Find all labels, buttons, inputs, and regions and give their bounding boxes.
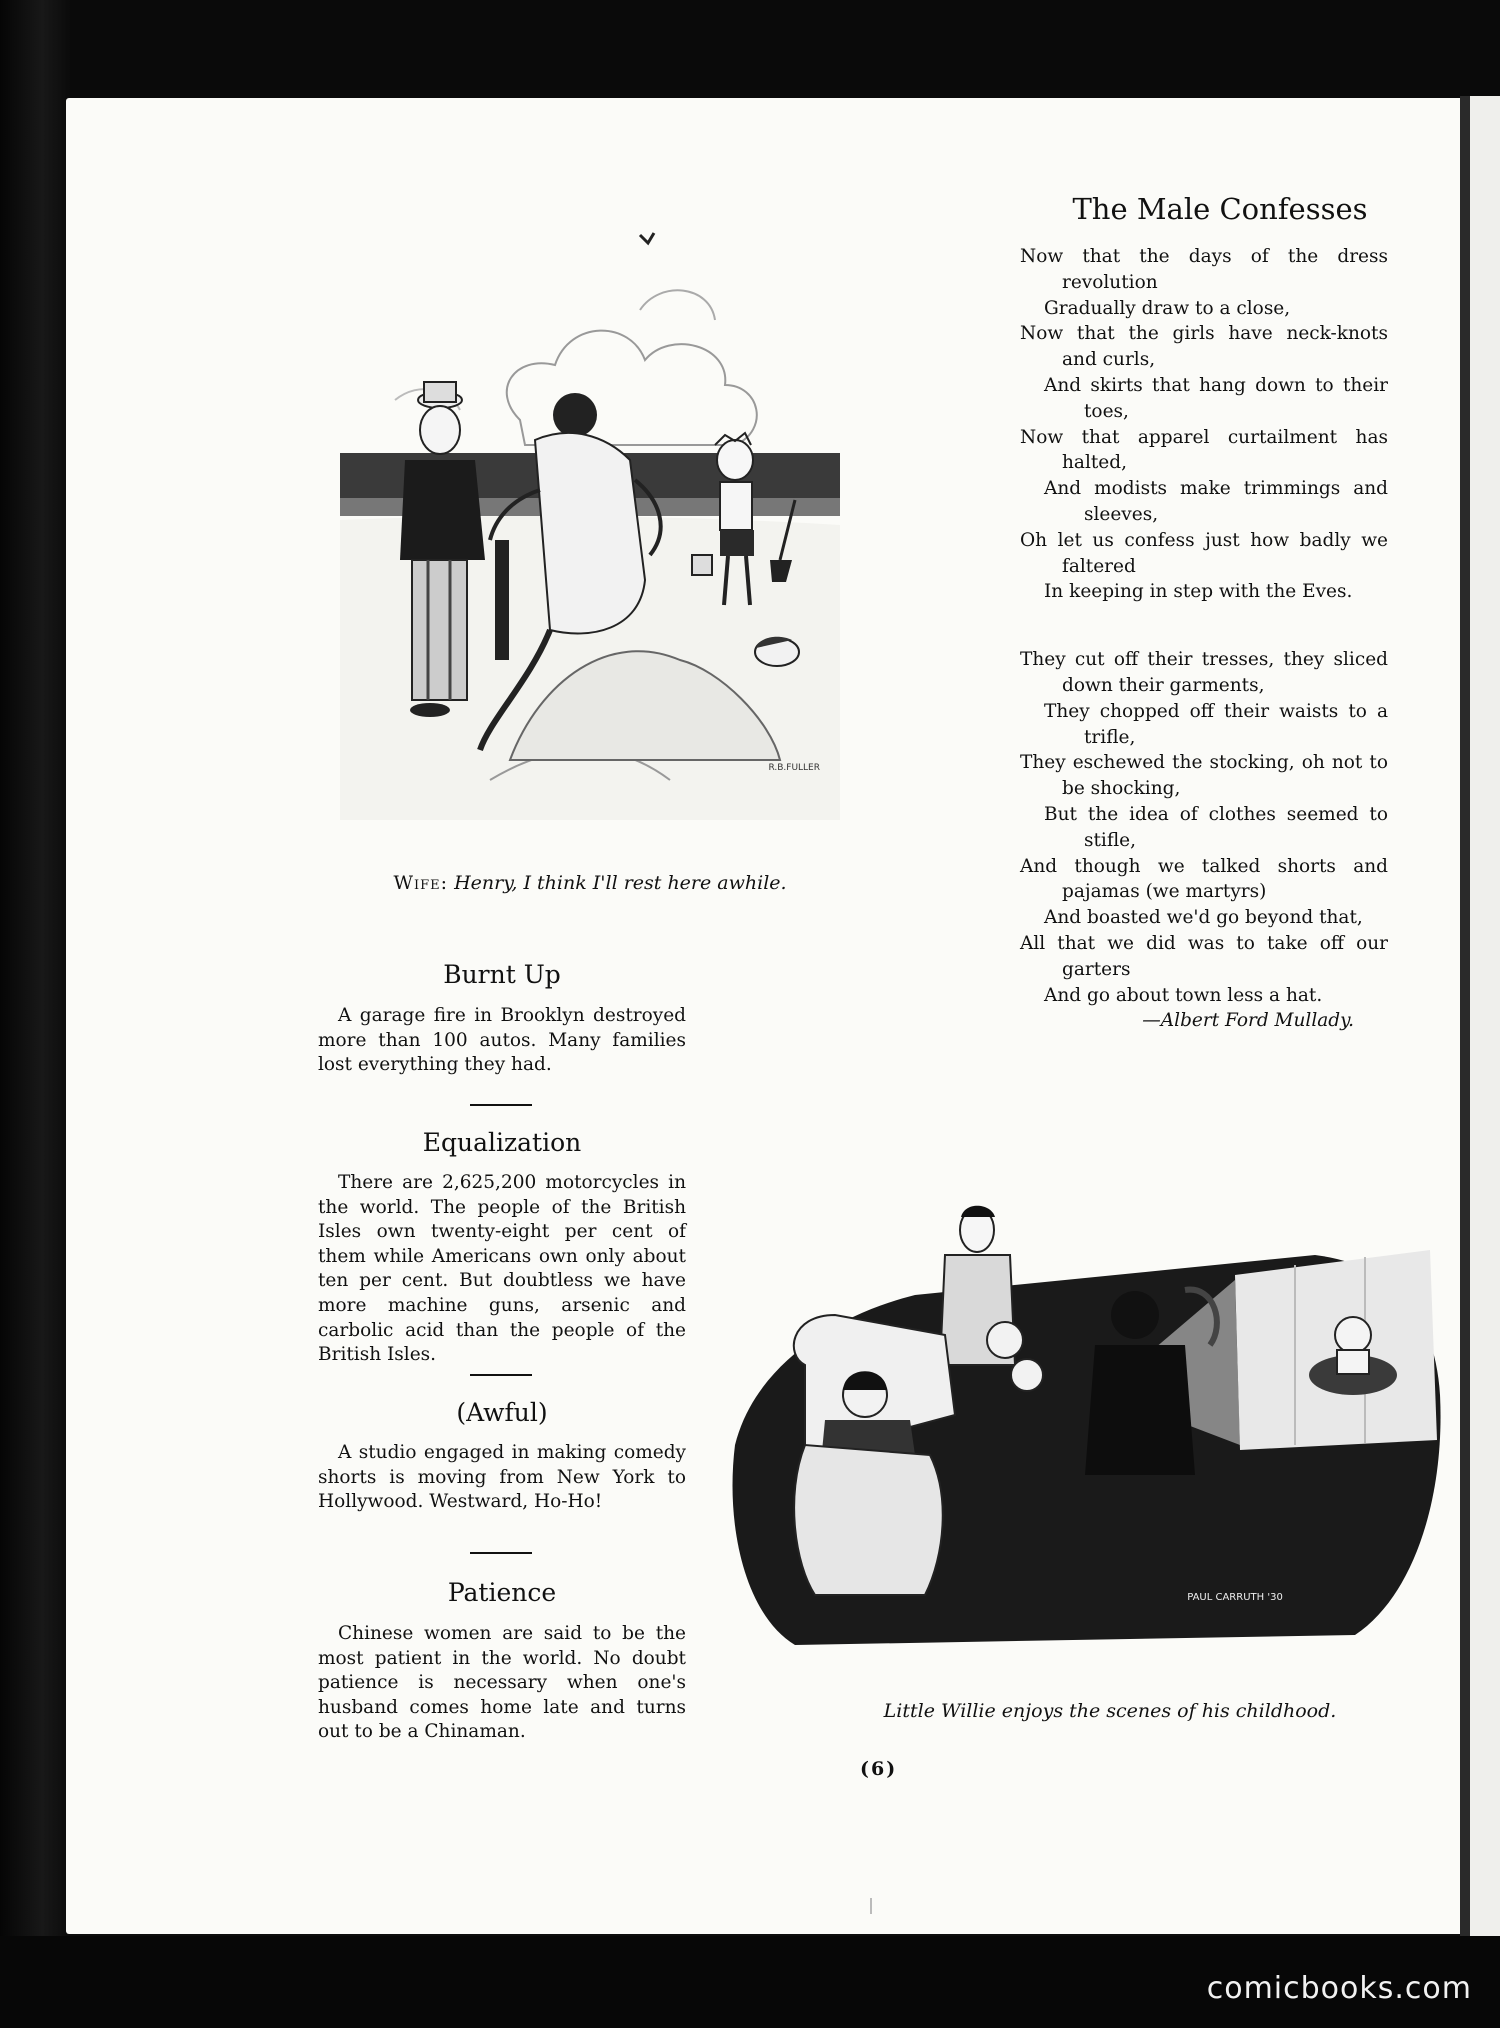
poem-line: They chopped off their waists to a trifle, [1044,700,1388,748]
caption-dialogue: Henry, I think I'll rest here awhile. [454,872,787,894]
item-body-burnt-up: A garage fire in Brooklyn destroyed more than 100 autos. Many families lost everything they had. [318,1005,686,1076]
page-number: (6) [860,1758,898,1780]
bottom-cartoon-caption [780,1700,1440,1722]
section-divider [470,1104,532,1106]
item-title-awful: (Awful) [456,1398,548,1427]
poem-stanza [1020,244,1388,605]
theater-cartoon-illustration [715,1195,1450,1655]
beach-cartoon [340,160,840,820]
poem-line: And boasted we'd go beyond that, [1044,907,1363,929]
poem-line: Now that apparel curtailment has halted, [1020,426,1388,474]
poem-line: Gradually draw to a close, [1044,297,1291,319]
caption-text: Little Willie enjoys the scenes of his childhood. [883,1700,1337,1722]
facing-page-edge [1460,96,1500,1936]
top-cartoon-caption [290,872,890,894]
scan-speck [870,1898,872,1914]
poem-line: They cut off their tresses, they sliced down their garments, [1020,649,1388,696]
poem-line: In keeping in step with the Eves. [1044,581,1353,603]
scan-border-top [0,0,1500,100]
item-title-burnt-up: Burnt Up [443,960,561,989]
poem-line: And though we talked shorts and pajamas (we martyrs) [1020,855,1388,903]
poem-line: All that we did was to take off our garters [1020,932,1388,980]
caption-speaker: Wife: [393,872,449,894]
top-cartoon-signature: R.B.FULLER [768,763,820,773]
poem-line: And go about town less a hat. [1044,984,1323,1006]
beach-cartoon-illustration [340,160,840,820]
section-divider [470,1374,532,1376]
item-title-equalization: Equalization [422,1128,582,1157]
poem-line: They eschewed the stocking, oh not to be shocking, [1020,752,1388,800]
poem-line: Now that the girls have neck-knots and curls, [1020,323,1388,371]
poem-title: The Male Confesses [1072,192,1368,226]
site-watermark: comicbooks.com [1206,1971,1472,2006]
item-body-patience: Chinese women are said to be the most patient in the world. No doubt patience is necessary when one's husband comes home late and turns out to be a Chinaman. [318,1623,686,1743]
poem-line: And modists make trimmings and sleeves, [1044,478,1388,525]
poem-line: But the idea of clothes seemed to stifle, [1044,803,1388,851]
item-title-patience: Patience [447,1578,557,1607]
poem-line: And skirts that hang down to their toes, [1044,374,1388,422]
poem-body [1020,244,1388,1034]
item-body-awful: A studio engaged in making comedy shorts is moving from New York to Hollywood. Westward, Ho-Ho! [318,1442,686,1513]
bottom-cartoon-signature: PAUL CARRUTH '30 [1187,1592,1283,1603]
section-divider [470,1552,532,1554]
item-body-equalization: There are 2,625,200 motorcycles in the world. The people of the British Isles own twenty-eight per cent of them while Americans own only about ten per cent. But doubtless we have more machine guns, arsenic and carbolic acid than the people of the British Isles. [318,1172,686,1366]
poem-line: Oh let us confess just how badly we faltered [1020,529,1388,577]
poem-line: Now that the days of the dress revolution [1020,246,1388,293]
poem-stanza [1020,647,1388,1008]
theater-cartoon [715,1195,1450,1655]
poem-author: —Albert Ford Mullady. [1142,1010,1354,1032]
scan-border-left [0,0,70,2028]
